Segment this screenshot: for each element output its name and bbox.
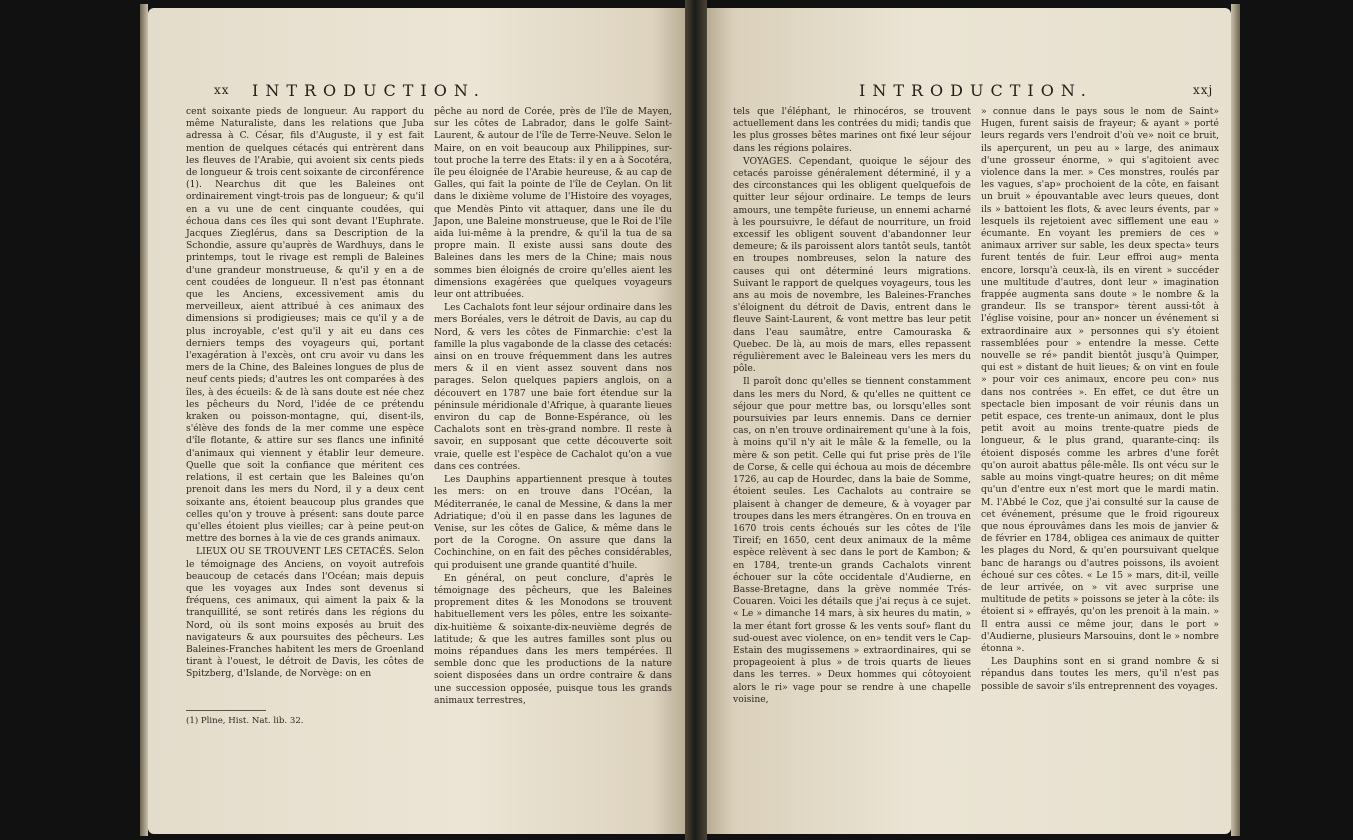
paragraph: LIEUX OU SE TROUVENT LES CETACÉS. Selon le témoignage des Anciens, on voyoit autrefois beaucoup de cetacés dans l'Océan; mais depuis que les voyages aux Indes sont devenus si fréquens, ces animaux, qui aiment la paix & la tranquillité, se sont retirés dans les régions du Nord, où ils sont moins exposés au bruit des navigateurs & aux poursuites des pêcheurs. Les Baleines-Franches habitent les mers de Groenland tirant à l'ouest, le détroit de Davis, les côtes de Spitzberg, d'Islande, de Norvège: on en [186, 546, 424, 680]
book-gutter [685, 0, 707, 840]
right-page-column-1 [733, 106, 971, 706]
right-page-column-2 [981, 106, 1219, 693]
left-page [148, 8, 685, 834]
left-page-column-2 [434, 106, 672, 707]
paragraph: cent soixante pieds de longueur. Au rapport du même Naturaliste, dans les relations que Juba adressa à C. César, fils d'Auguste, il y est fait mention de quelques cétacés qui entrèrent dans les fleuves de l'Arabie, qui avoient six cents pieds de longueur & trois cent soixante de circonférence (1). Nearchus dit que les Baleines ont ordinairement vingt-trois pas de longueur; & qu'il en a vu une de cent cinquante coudées, qui échoua dans ces îles qui sont devant l'Euphrate. Jacques Zieglérus, dans sa Description de la Schondie, assure qu'auprès de Wardhuys, dans le printemps, tout le rivage est rempli de Baleines d'une grandeur monstrueuse, & qu'il y en a de cent coudées de longueur. Il n'est pas étonnant que les Anciens, excessivement amis du merveilleux, aient attribué à ces animaux des dimensions si prodigieuses; mais ce qu'il y a de plus incroyable, c'est qu'il y ait eu dans ces derniers temps des voyageurs qui, portant l'exagération à l'excès, ont cru avoir vu dans les mers de la Chine, des Baleines longues de plus de neuf cents pieds; d'autres les ont comparées à des îles, à des écueils: & de là sans doute est née chez les pêcheurs du Nord, l'idée de ce prétendu kraken ou poisson-montagne, qui, disent-ils, s'élève des fonds de la mer comme une espèce d'île flotante, & attire sur ses flancs une infinité d'animaux qui viennent y établir leur demeure. Quelle que soit la confiance que méritent ces relations, il est certain que les Baleines qu'on prenoit dans les mers du Nord, il y a deux cent soixante ans, étoient beaucoup plus grandes que celles qu'on y trouve à présent: sans doute parce qu'elles étoient plus vieilles; car à peine peut-on mettre des bornes à la vie de ces grands animaux. [186, 106, 424, 545]
paragraph: tels que l'éléphant, le rhinocéros, se trouvent actuellement dans les contrées du midi; tandis que les plus grosses bêtes marines ont fixé leur séjour dans les régions polaires. [733, 106, 971, 154]
paragraph: Il paroît donc qu'elles se tiennent constamment dans les mers du Nord, & qu'elles ne quittent ce séjour que pour mettre bas, ou lorsqu'elles sont poursuivies par leurs ennemis. Dans ce dernier cas, on n'en trouve ordinairement qu'une à la fois, à moins qu'il n'y ait le mâle & la femelle, ou la mère & son petit. Celle qui fut prise près de l'île de Corse, & celle qui échoua au mois de décembre 1726, au cap de Hourdec, dans la baie de Somme, étoient seules. Les Cachalots au contraire se plaisent à changer de demeure, & à voyager par troupes dans les mers étrangères. On en trouva en 1670 trois cents échoués sur les côtes de l'île Tireif; en 1650, cent deux animaux de la même espèce relèvent à sec dans le port de Kambon; & en 1784, trente-un grands Cachalots vinrent échouer sur la côte occidentale d'Audierne, en Basse-Bretagne, dans la grève nommée Trés-Couaren. Voici les détails que j'ai reçus à ce sujet. « Le » dimanche 14 mars, à six heures du matin, » la mer étant fort grosse & les vents souf» flant du sud-ouest avec violence, on en» tendit vers le Cap-Estain des mugissemens » extraordinaires, qui se propageoient à plus » de trois quarts de lieues dans les terres. » Deux hommes qui côtoyoient alors le ri» vage pour se rendre à une chapelle voisine, [733, 376, 971, 705]
right-page-number: xxj [1193, 83, 1214, 97]
left-running-head [148, 81, 685, 103]
paragraph: Les Cachalots font leur séjour ordinaire dans les mers Boréales, vers le détroit de Davis, au cap du Nord, & vers les côtes de Finmarchie: c'est la famille la plus vagabonde de la classe des cetacés: ainsi on en trouve fréquemment dans les autres mers & il en vient assez souvent dans nos parages. Selon quelques papiers anglois, on a découvert en 1787 une baie fort étendue sur la péninsule méridionale d'Afrique, à quarante lieues environ du cap de Bonne-Espérance, où les Cachalots sont en très-grand nombre. Il reste à savoir, en supposant que cette découverte soit vraie, quelle est l'espèce de Cachalot qu'on a vue dans ces contrées. [434, 302, 672, 472]
right-page [707, 8, 1231, 834]
left-page-edge [140, 4, 148, 836]
paragraph: Les Dauphins appartiennent presque à toutes les mers: on en trouve dans l'Océan, la Méditerranée, le canal de Messine, & dans la mer Adriatique; d'où il en passe dans les lagunes de Venise, sur les côtes de Galice, & même dans le port de la Corogne. On assure que dans la Cochinchine, on en fait des pêches considérables, qui produisent une grande quantité d'huile. [434, 474, 672, 571]
footnote-rule [186, 710, 266, 711]
left-running-title: INTRODUCTION. [252, 81, 486, 100]
right-running-head [707, 81, 1231, 103]
left-page-column-1 [186, 106, 424, 681]
paragraph: » connue dans le pays sous le nom de Saint» Hugen, furent saisis de frayeur; & ayant » porté leurs regards vers l'endroit d'où ve» noit ce bruit, ils aperçurent, un peu au » large, des animaux d'une grosseur énorme, » qui s'agitoient avec violence dans la mer. » Ces monstres, roulés par les vagues, s'ap» prochoient de la côte, en faisant un bruit » épouvantable avec leurs queues, dont ils » battoient les flots, & avec leurs évents, par » lesquels ils rejetoient avec sifflement une eau » écumante. En voyant les premiers de ces » animaux arriver sur sable, les deux specta» teurs furent tentés de fuir. Leur effroi aug» menta encore, lorsqu'à ceux-là, ils en virent » succéder une multitude d'autres, dont leur » imagination frappée augmenta sans doute » le nombre & la grandeur. Ils se transpor» tèrent aussi-tôt à l'église voisine, pour an» noncer un événement si extraordinaire aux » personnes qui s'y étoient rassemblées pour » entendre la messe. Cette nouvelle se ré» pandit bientôt jusqu'à Quimper, qui est » distant de huit lieues; & on vint en foule » pour voir ces animaux, encore peu con» nus dans nos contrées ». En effet, ce dut être un spectacle bien imposant de voir réunis dans un petit espace, ces trente-un animaux, dont le plus petit avoit au moins trente-quatre pieds de longueur, & le plus grand, quarante-cinq: ils étoient disposés comme les arbres d'une forêt qu'on auroit abattus pêle-mêle. Ils ont vécu sur le sable au moins vingt-quatre heures; on dit même qu'un d'entre eux n'est mort que le mardi matin. M. l'Abbé le Coz, que j'ai consulté sur la cause de cet événement, présume que le froid rigoureux que nous éprouvâmes dans les mois de janvier & de février en 1784, obligea ces animaux de quitter les plages du Nord, & qu'en poursuivant quelque banc de harangs ou d'autres poissons, ils avoient échoué sur ces côtes. « Le 15 » mars, dit-il, veille de leur arrivée, on » vit avec surprise une multitude de petits » poissons se jeter à la côte: ils étoient si » effrayés, qu'on les prenoit à la main. » Il entra aussi ce même jour, dans le port » d'Audierne, plusieurs Marsouins, dont le » nombre étonna ». [981, 106, 1219, 654]
left-page-number: xx [214, 83, 230, 97]
paragraph: En général, on peut conclure, d'après le témoignage des pêcheurs, que les Baleines proprement dites & les Monodons se trouvent habituellement vers les pôles, entre les soixante-dix-huitième & soixante-dix-neuvième degrés de latitude; & que les autres familles sont plus ou moins répandues dans les mers tempérées. Il semble donc que les productions de la nature soient disposées dans un ordre contraire & dans une succession opposée, puisque tous les grands animaux terrestres, [434, 572, 672, 706]
right-page-edge [1231, 4, 1240, 836]
right-running-title: INTRODUCTION. [859, 81, 1093, 100]
paragraph: Les Dauphins sont en si grand nombre & si répandus dans toutes les mers, qu'il n'est pas possible de savoir s'ils entreprennent des voyages. [981, 656, 1219, 692]
paragraph: VOYAGES. Cependant, quoique le séjour des cetacés paroisse généralement déterminé, il y a des circonstances qui les obligent quelquefois de quitter leur séjour ordinaire. Le temps de leurs amours, une tempête furieuse, un ennemi acharné à les poursuivre, le défaut de nourriture, un froid excessif les obligent souvent d'abandonner leur demeure; & ils paroissent alors tantôt seuls, tantôt en troupes nombreuses, selon la nature des causes qui ont déterminé leurs migrations. Suivant le rapport de quelques voyageurs, tous les ans au mois de novembre, les Baleines-Franches s'éloignent du détroit de Davis, entrent dans le fleuve Saint-Laurent, & vont mettre bas leur petit dans l'eau saumâtre, entre Camouraska & Quebec. De là, au mois de mars, elles repassent régulièrement avec le Baleineau vers les mers du pôle. [733, 155, 971, 375]
paragraph: pêche au nord de Corée, près de l'île de Mayen, sur les côtes de Labrador, dans le golfe Saint-Laurent, & autour de l'île de Terre-Neuve. Selon le Maire, on en voit beaucoup aux Philippines, sur-tout proche la terre des Etats: il y en a à Socotéra, île peu éloignée de l'Arabie heureuse, & au cap de Galles, qui fait la pointe de l'île de Ceylan. On lit dans le dixième volume de l'Histoire des voyages, que Mendès Pinto vit attaquer, dans une île du Japon, une Baleine monstrueuse, que le Roi de l'île aida lui-même à la prendre, & qu'il la tua de sa propre main. Il existe aussi sans doute des Baleines dans les mers de la Chine; mais nous sommes bien éloignés de croire qu'elles aient les dimensions exagérées que quelques voyageurs leur ont attribuées. [434, 106, 672, 301]
footnote: (1) Pline, Hist. Nat. lib. 32. [186, 716, 304, 726]
